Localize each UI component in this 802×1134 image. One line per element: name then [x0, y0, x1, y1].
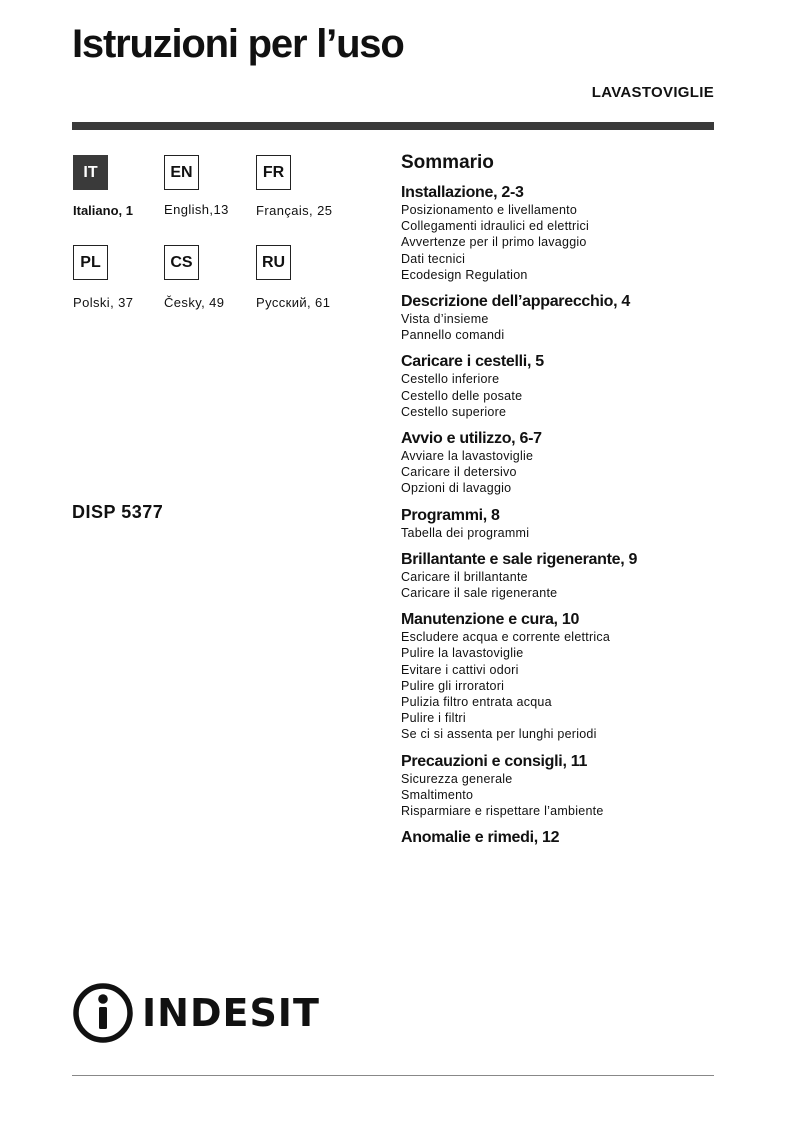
toc-item[interactable]: Pulizia filtro entrata acqua [401, 695, 552, 710]
toc-item[interactable]: Pannello comandi [401, 328, 505, 343]
language-label-it[interactable]: Italiano, 1 [73, 203, 133, 218]
toc-section-title[interactable]: Caricare i cestelli, 5 [401, 353, 544, 371]
brand-name: INDESIT [142, 991, 320, 1035]
language-label-en[interactable]: English,13 [164, 202, 229, 217]
toc-item[interactable]: Cestello superiore [401, 404, 507, 419]
toc-item[interactable]: Risparmiare e rispettare l’ambiente [401, 804, 604, 819]
toc-section-title[interactable]: Installazione, 2-3 [401, 184, 524, 201]
toc-item[interactable]: Cestello inferiore [401, 372, 500, 387]
toc-item[interactable]: Cestello delle posate [401, 388, 523, 403]
table-of-contents [401, 152, 721, 856]
language-label-pl[interactable]: Polski, 37 [73, 295, 134, 310]
model-number: DISP 5377 [72, 502, 164, 522]
header-divider [72, 122, 714, 130]
language-button-fr[interactable]: FR [256, 155, 291, 190]
toc-item[interactable]: Se ci si assenta per lunghi periodi [401, 727, 597, 742]
toc-item[interactable]: Pulire i filtri [401, 711, 466, 726]
toc-section-title[interactable]: Precauzioni e consigli, 11 [401, 752, 588, 770]
language-label-fr[interactable]: Français, 25 [256, 203, 333, 218]
language-button-cs[interactable]: CS [164, 245, 199, 280]
product-type: LAVASTOVIGLIE [591, 84, 714, 101]
toc-item[interactable]: Collegamenti idraulici ed elettrici [401, 219, 589, 234]
language-button-it[interactable]: IT [73, 155, 108, 190]
toc-title: Sommario [401, 152, 494, 173]
toc-item[interactable]: Avvertenze per il primo lavaggio [401, 235, 587, 250]
toc-section-title[interactable]: Anomalie e rimedi, 12 [401, 829, 560, 847]
toc-sections [401, 183, 721, 847]
toc-item[interactable]: Sicurezza generale [401, 771, 513, 786]
toc-section [401, 292, 721, 343]
toc-section-title[interactable]: Programmi, 8 [401, 506, 500, 524]
language-button-ru[interactable]: RU [256, 245, 291, 280]
indesit-emblem-icon [72, 982, 134, 1044]
toc-section-title[interactable]: Manutenzione e cura, 10 [401, 611, 580, 629]
toc-item[interactable]: Pulire la lavastoviglie [401, 646, 524, 661]
toc-section [401, 828, 721, 847]
document-title: Istruzioni per l’uso [72, 22, 404, 66]
brand-logo [72, 982, 320, 1044]
toc-item[interactable]: Avviare la lavastoviglie [401, 449, 534, 464]
toc-item[interactable]: Pulire gli irroratori [401, 678, 505, 693]
toc-section [401, 506, 721, 541]
toc-section [401, 550, 721, 601]
toc-item[interactable]: Dati tecnici [401, 251, 466, 266]
toc-section [401, 183, 721, 283]
toc-item[interactable]: Caricare il detersivo [401, 465, 517, 480]
toc-item[interactable]: Caricare il sale rigenerante [401, 586, 558, 601]
toc-item[interactable]: Ecodesign Regulation [401, 267, 528, 282]
language-button-pl[interactable]: PL [73, 245, 108, 280]
language-button-en[interactable]: EN [164, 155, 199, 190]
toc-section-title[interactable]: Avvio e utilizzo, 6-7 [401, 430, 542, 448]
toc-section-title[interactable]: Brillantante e sale rigenerante, 9 [401, 550, 638, 568]
toc-item[interactable]: Smaltimento [401, 787, 474, 802]
toc-item[interactable]: Caricare il brillantante [401, 569, 528, 584]
toc-section [401, 752, 721, 820]
toc-item[interactable]: Opzioni di lavaggio [401, 481, 512, 496]
toc-item[interactable]: Escludere acqua e corrente elettrica [401, 630, 611, 645]
footer-divider [72, 1075, 714, 1076]
toc-item[interactable]: Posizionamento e livellamento [401, 203, 578, 217]
language-label-ru[interactable]: Русский, 61 [256, 295, 331, 310]
toc-item[interactable]: Tabella dei programmi [401, 525, 530, 540]
toc-section-title[interactable]: Descrizione dell’apparecchio, 4 [401, 293, 631, 311]
toc-section [401, 610, 721, 742]
toc-item[interactable]: Evitare i cattivi odori [401, 662, 519, 677]
toc-section [401, 429, 721, 497]
language-label-cs[interactable]: Česky, 49 [164, 295, 225, 310]
toc-section [401, 352, 721, 420]
toc-item[interactable]: Vista d’insieme [401, 312, 489, 327]
